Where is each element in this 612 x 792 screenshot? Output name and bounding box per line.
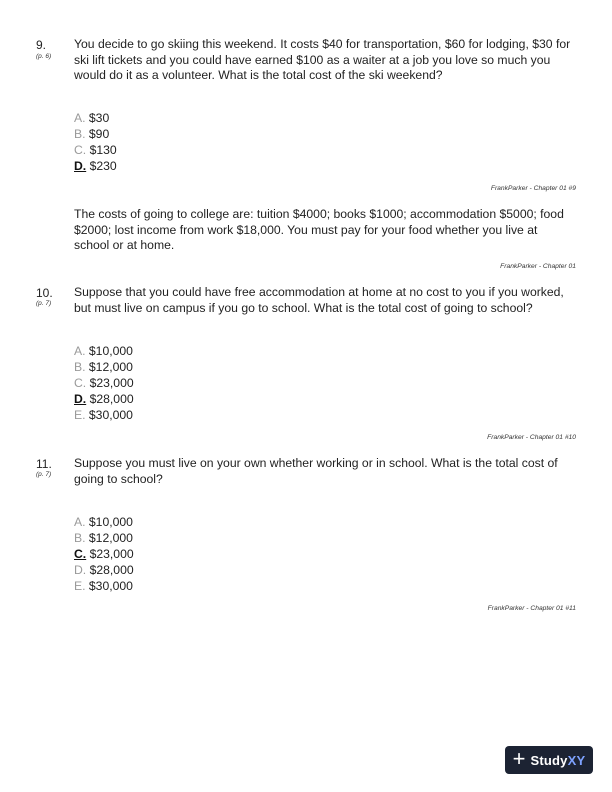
option-letter: A.	[74, 344, 86, 358]
option-letter: B.	[74, 360, 86, 375]
option-text: $230	[89, 159, 117, 174]
option-a	[74, 110, 117, 126]
option-d	[74, 391, 134, 407]
option-letter: B.	[74, 127, 86, 142]
question-10-page-ref: (p. 7)	[36, 300, 52, 307]
option-d	[74, 158, 117, 174]
question-11-source: FrankParker - Chapter 01 #11	[487, 605, 576, 612]
studyxy-logo[interactable]	[505, 746, 593, 774]
option-letter: E.	[74, 579, 86, 594]
question-11-page-ref: (p. 7)	[36, 471, 52, 478]
shared-passage-source: FrankParker - Chapter 01	[500, 263, 576, 270]
option-text: $90	[88, 127, 110, 142]
plus-icon: +	[512, 746, 526, 771]
question-11-options	[74, 514, 134, 594]
correct-option-letter: D.	[74, 392, 87, 407]
option-text: $28,000	[89, 563, 134, 578]
question-9-options	[74, 110, 117, 174]
option-letter: B.	[74, 531, 86, 546]
option-text: $23,000	[89, 547, 134, 562]
question-11-number: 11.	[36, 457, 52, 471]
option-b	[74, 126, 117, 142]
question-10-options	[74, 343, 134, 423]
option-letter: C.	[74, 143, 87, 158]
option-a	[74, 343, 134, 359]
option-letter: C.	[74, 376, 87, 391]
option-text: $10,000	[88, 515, 133, 529]
option-text: $130	[89, 143, 117, 158]
option-text: $30,000	[88, 579, 133, 594]
option-b	[74, 359, 134, 375]
correct-option-letter: D.	[74, 159, 87, 174]
option-e	[74, 407, 134, 423]
option-letter: D.	[74, 563, 87, 578]
option-text: $12,000	[88, 360, 133, 375]
option-text: $30	[88, 111, 110, 125]
logo-text: StudyXY	[530, 752, 586, 768]
question-10-source: FrankParker - Chapter 01 #10	[487, 434, 576, 441]
question-10-text: Suppose that you could have free accommodation at home at no cost to you if you worked, but must live on campus if you go to school. What is the total cost of going to school?	[74, 285, 564, 315]
question-9-page-ref: (p. 6)	[36, 53, 52, 60]
option-d	[74, 562, 134, 578]
option-text: $30,000	[88, 408, 133, 423]
shared-passage-text: The costs of going to college are: tuition $4000; books $1000; accommodation $5000; food $2000; lost income from work $18,000. You must pay for your food whether you live at school or at home.	[74, 207, 564, 253]
option-text: $23,000	[89, 376, 134, 391]
option-text: $28,000	[89, 392, 134, 407]
question-9-source: FrankParker - Chapter 01 #9	[490, 185, 576, 192]
option-a	[74, 514, 134, 530]
question-11-text: Suppose you must live on your own whether working or in school. What is the total cost of going to school?	[74, 456, 558, 486]
question-9-text: You decide to go skiing this weekend. It costs $40 for transportation, $60 for lodging, $30 for ski lift tickets and you could have earned $100 as a waiter at a job you love so much you would do it as a volunteer. What is the total cost of the ski weekend?	[74, 37, 571, 83]
option-text: $10,000	[88, 344, 133, 358]
option-b	[74, 530, 134, 546]
question-9-number: 9.	[36, 38, 47, 52]
option-text: $12,000	[88, 531, 133, 546]
question-10-number: 10.	[36, 286, 53, 300]
option-c	[74, 142, 117, 158]
option-e	[74, 578, 134, 594]
correct-option-letter: C.	[74, 547, 87, 562]
option-c	[74, 375, 134, 391]
option-letter: A.	[74, 515, 86, 529]
option-c	[74, 546, 134, 562]
option-letter: A.	[74, 111, 86, 125]
option-letter: E.	[74, 408, 86, 423]
